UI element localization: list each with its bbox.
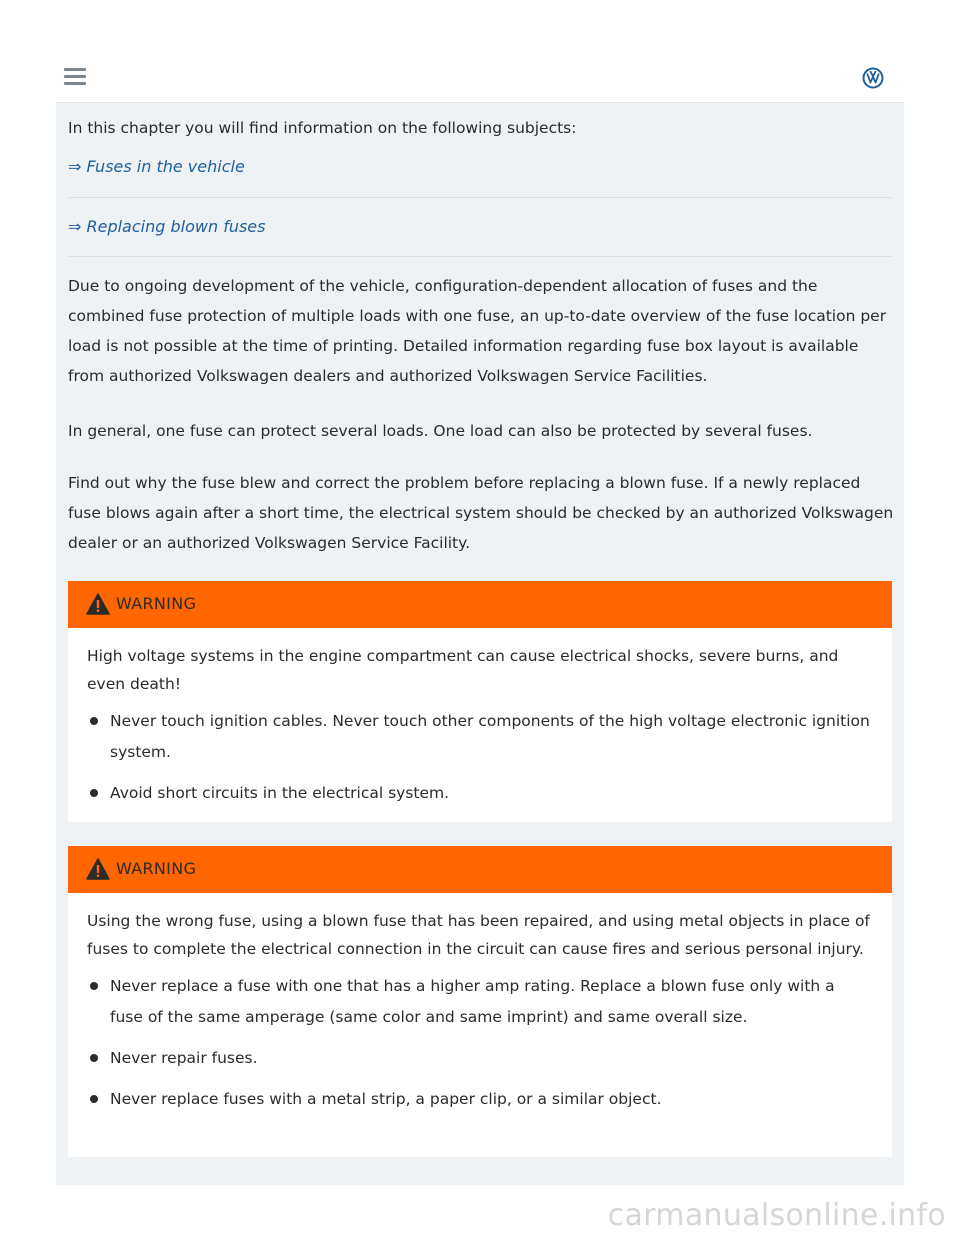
warning-header <box>68 581 892 628</box>
list-item-text: Never repair fuses. <box>110 1049 258 1067</box>
warning-triangle-icon <box>86 858 110 880</box>
paragraph-fuse-protection: In general, one fuse can protect several loads. One load can also be protected by several fuses. <box>68 422 813 440</box>
list-item-text: Never replace fuses with a metal strip, a paper clip, or a similar object. <box>110 1090 662 1108</box>
bullet-dot-icon <box>90 1095 98 1103</box>
link-fuses-in-vehicle[interactable]: ⇒ Fuses in the vehicle <box>68 157 245 176</box>
divider <box>68 197 892 198</box>
link-replacing-blown-fuses[interactable]: ⇒ Replacing blown fuses <box>68 217 266 236</box>
paragraph-blown-fuse: Find out why the fuse blew and correct the problem before replacing a blown fuse. If a newly replaced fuse blows again after a short time, the electrical system should be checked by an authorized Volkswagen dealer or an authorized Volkswagen Service Facility. <box>68 474 894 552</box>
warning-box-wrong-fuse <box>68 846 892 1157</box>
hamburger-menu-icon[interactable] <box>64 68 86 86</box>
warning-triangle-icon <box>86 593 110 615</box>
warning-bullet-list <box>87 971 872 1115</box>
list-item <box>87 1043 872 1074</box>
warning-header <box>68 846 892 893</box>
paragraph-fuse-allocation: Due to ongoing development of the vehicle, configuration-dependent allocation of fuses and the combined fuse protection of multiple loads with one fuse, an up-to-date overview of the fuse location per load is not possible at the time of printing. Detailed information regarding fuse box layout is available from authorized Volkswagen dealers and authorized Volkswagen Service Facilities. <box>68 277 887 385</box>
divider <box>68 256 892 257</box>
warning-text: High voltage systems in the engine compartment can cause electrical shocks, severe burns, and even death! <box>87 647 839 693</box>
list-item <box>87 778 872 809</box>
list-item <box>87 971 872 1033</box>
warning-title: WARNING <box>116 594 197 613</box>
warning-box-high-voltage <box>68 581 892 822</box>
bullet-dot-icon <box>90 982 98 990</box>
list-item <box>87 706 872 768</box>
watermark: carmanualsonline.info <box>607 1198 946 1233</box>
bullet-dot-icon <box>90 789 98 797</box>
top-bar <box>56 54 904 103</box>
vw-logo-icon[interactable] <box>862 67 884 89</box>
list-item-text: Never touch ignition cables. Never touch other components of the high voltage electronic ignition system. <box>110 712 870 761</box>
intro-text: In this chapter you will find information on the following subjects: <box>68 119 577 137</box>
list-item-text: Avoid short circuits in the electrical system. <box>110 784 450 802</box>
chapter-content <box>56 103 904 1185</box>
list-item <box>87 1084 872 1115</box>
warning-text: Using the wrong fuse, using a blown fuse that has been repaired, and using metal objects in place of fuses to complete the electrical connection in the circuit can cause fires and serious personal injury. <box>87 912 870 958</box>
bullet-dot-icon <box>90 717 98 725</box>
bullet-dot-icon <box>90 1054 98 1062</box>
warning-title: WARNING <box>116 859 197 878</box>
list-item-text: Never replace a fuse with one that has a higher amp rating. Replace a blown fuse only with a fuse of the same amperage (same color and same imprint) and same overall size. <box>110 977 835 1026</box>
warning-bullet-list <box>87 706 872 809</box>
